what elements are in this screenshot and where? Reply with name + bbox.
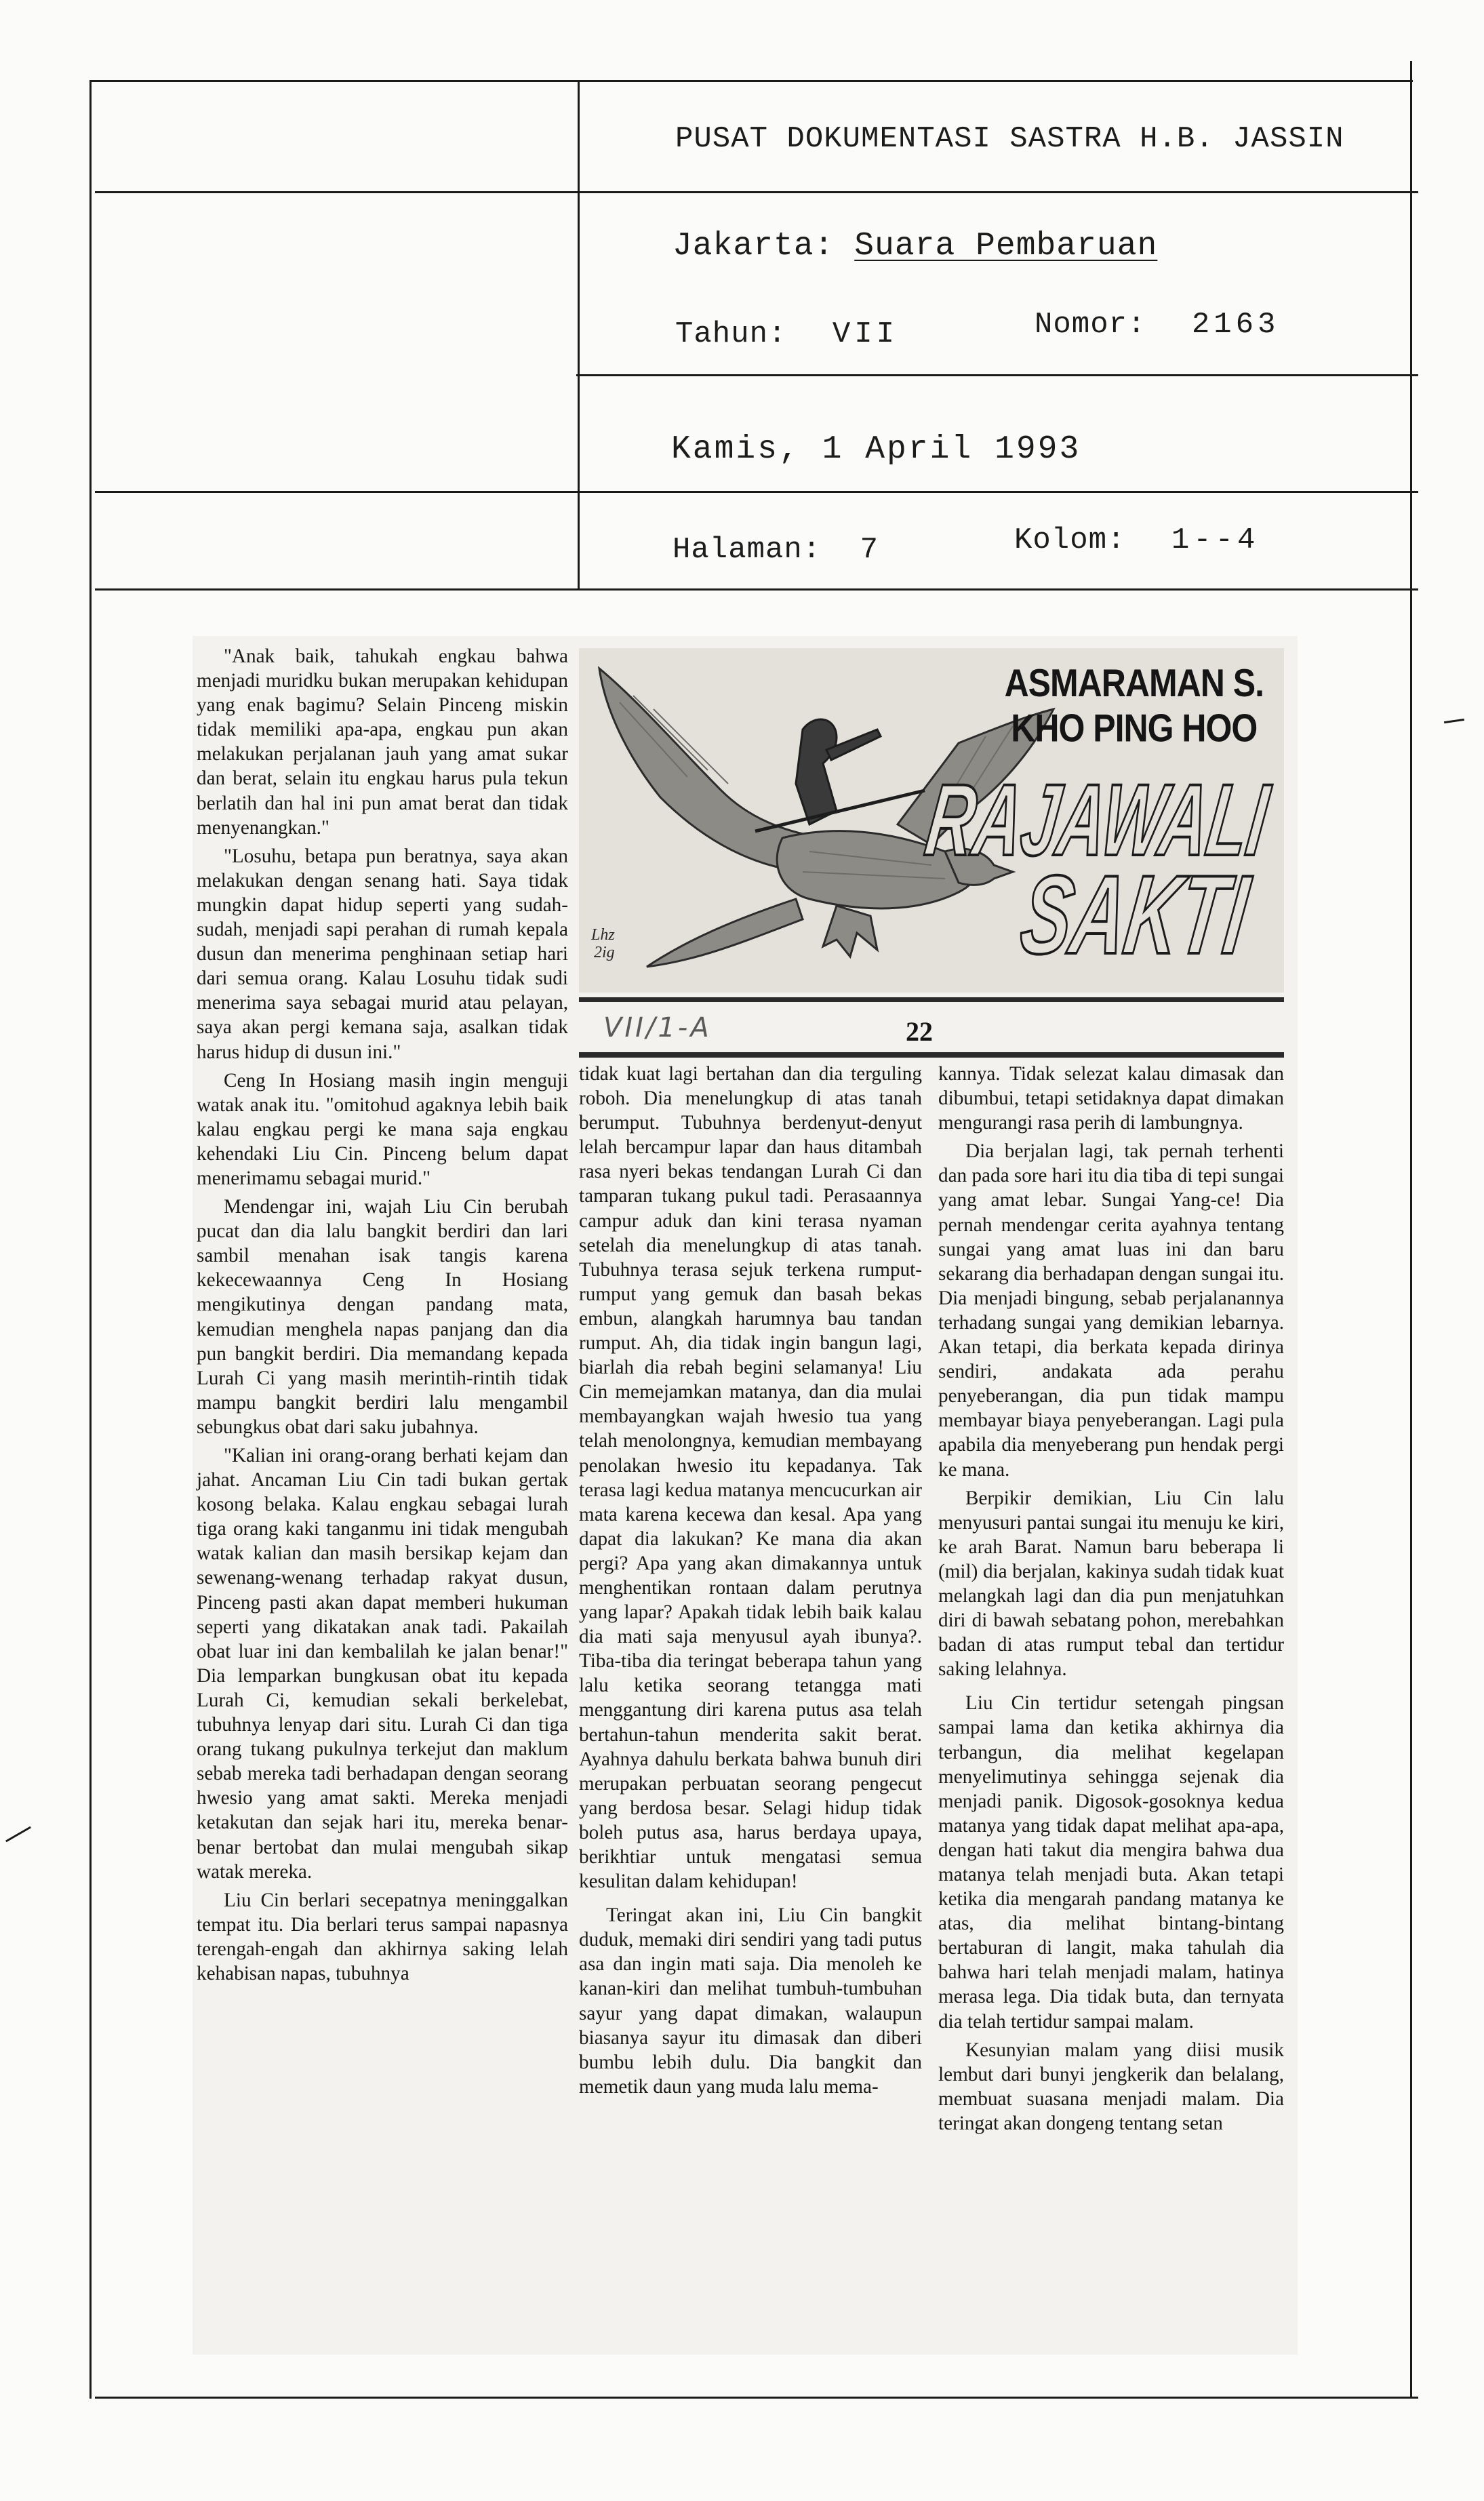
article-paragraph: "Anak baik, tahukah engkau bahwa menjadi muridku bukan merupakan kehidupan yang enak bagimu? Selain Pinceng miskin tidak memiliki apa-apa, engkau pun akan melakukan perjalanan jauh yang amat sukar dan berat, selain itu engkau harus pula tekun berlatih dan hal ini pun amat berat dan tidak menyenangkan." xyxy=(197,645,568,839)
article-paragraph: Teringat akan ini, Liu Cin bangkit duduk, memaki diri sendiri yang tadi putus asa dan ingin mati saja. Dia menoleh ke kanan-kiri dan melihat tumbuh-tumbuhan sayur yang dapat dimakan, walaupun biasanya sayur itu dimasak dan diberi bumbu lebih dulu. Dia bangkit dan memetik daun yang muda lalu mema- xyxy=(579,1904,922,2098)
newspaper-clipping xyxy=(193,636,1462,2355)
article-paragraph: Mendengar ini, wajah Liu Cin berubah pucat dan dia lalu bangkit berdiri dan lari sambil menahan isak tangis karena kekecewaannya Ceng In Hosiang mengikutinya dengan pandang mata, kemudian menghela napas panjang dan dia pun bangkit berdiri. Dia memandang kepada Lurah Ci yang masih merintih-rintih tidak mampu bangkit berdiri lalu mengambil sebungkus obat dari saku jubahnya. xyxy=(197,1196,568,1438)
tahun-field xyxy=(675,317,898,351)
halaman-field xyxy=(673,533,882,567)
publication-name: Suara Pembaruan xyxy=(854,228,1158,264)
issue-date: Kamis, 1 April 1993 xyxy=(671,431,1081,468)
form-line-row3 xyxy=(95,491,1418,493)
article-paragraph: Ceng In Hosiang masih ingin menguji watak anak itu. "omitohud agaknya lebih baik kalau engkau pergi ke mana saja engkau kehendaki Liu Cin. Pinceng belum dapat menerimamu sebagai murid." xyxy=(197,1069,568,1189)
episode-rule-top xyxy=(579,997,1284,1002)
nomor-value: 2163 xyxy=(1191,308,1280,342)
article-paragraph: Berpikir demikian, Liu Cin lalu menyusuri pantai sungai itu menuju ke kiri, ke arah Barat. Namun baru beberapa li (mil) dia berjalan, kakinya sudah tidak kuat melangkah lagi dan dia pun menjatuhkan diri di bawah sebatang pohon, merebahkan badan di atas rumput tebal dan tertidur saking lelahnya. xyxy=(938,1487,1284,1681)
form-line-bottom-clip xyxy=(95,2397,1418,2399)
article-paragraph: Liu Cin tertidur setengah pingsan sampai lama dan ketika akhirnya dia terbangun, dia melihat kegelapan menyelimutinya sehingga sejenak dia menjadi panik. Digosok-gosoknya kedua matanya yang tidak dapat melihat apa-apa, dengan hati takut dia mengira bahwa dua matanya telah menjadi buta. Akan tetapi ketika dia mengarah pandang matanya ke atas, dia melihat bintang-bintang bertaburan di langit, maka tahulah dia bahwa hari telah menjadi malam, hatinya merasa lega. Dia tidak buta, dan ternyata dia telah tertidur sampai malam. xyxy=(938,1692,1284,2033)
kolom-value: 1--4 xyxy=(1171,523,1260,557)
city-label: Jakarta: xyxy=(673,228,835,264)
form-line-right xyxy=(1410,61,1412,2399)
article-paragraph: "Losuhu, betapa pun beratnya, saya akan melakukan dengan senang hati. Saya tidak mungkin dapat hidup seperti yang sudah-sudah, menjadi sapi perahan di rumah kepala dusun dan menerima penghinaan setiap hari dari semua orang. Kalau Losuhu tidak sudi menerima saya sebagai murid atau pelayan, saya akan pergi kemana saja, asalkan tidak harus hidup di dusun ini." xyxy=(197,845,568,1063)
margin-mark-left xyxy=(5,1826,31,1843)
author-line-1: ASMARAMAN S. xyxy=(1004,661,1264,705)
article-paragraph: Kesunyian malam yang diisi musik lembut dari bunyi jengkerik dan belalang, membuat suasana menjadi malam. Dia teringat akan dongeng tentang setan xyxy=(938,2039,1284,2134)
tahun-value: VII xyxy=(832,317,899,351)
article-paragraph: "Kalian ini orang-orang berhati kejam dan jahat. Ancaman Liu Cin tadi bukan gertak kosong belaka. Kalau engkau sebagai lurah tiga orang kaki tanganmu ini tidak mengubah watak kalian dan masih bersikap kejam dan sewenang-wenang terhadap rakyat dusun, Pinceng pasti akan dapat memberi hukuman seperti yang dikatakan anak tadi. Pakailah obat luar ini dan kembalilah ke jalan benar!" Dia lemparkan bungkusan obat itu kepada Lurah Ci, kemudian sekali berkelebat, tubuhnya lenyap dari situ. Lurah Ci dan tiga orang tukang pukulnya terkejut dan maklum sebab mereka tadi berhadapan dengan seorang hwesio yang amat sakti. Mereka menjadi ketakutan dan sejak hari itu, mereka benar-benar bertobat dan mulai mengubah sikap watak mereka. xyxy=(197,1445,568,1883)
handwritten-note: VII/1-A xyxy=(603,1012,712,1043)
article-paragraph: kannya. Tidak selezat kalau dimasak dan dibumbui, tetapi setidaknya dapat dimakan mengurangi rasa perih di lambungnya. xyxy=(938,1063,1284,1134)
episode-rule-bottom xyxy=(579,1052,1284,1058)
form-line-left xyxy=(89,80,92,2399)
nomor-label: Nomor: xyxy=(1035,308,1146,342)
story-title-line-1: RAJAWALI xyxy=(919,763,1462,877)
nomor-field xyxy=(1035,308,1279,342)
article-column-2 xyxy=(579,1062,922,2347)
publication-line xyxy=(673,228,1157,264)
illustrator-signature: 2ig xyxy=(594,944,615,961)
article-paragraph: tidak kuat lagi bertahan dan dia terguling roboh. Dia menelungkup di atas tanah berumput. Tubuhnya berdenyut-denyut lelah bercampur lapar dan haus ditambah rasa nyeri bekas tendangan Lurah Ci dan tamparan tukang pukul tadi. Perasaannya campur aduk dan kini terasa nyaman setelah dia menelungkup di atas tanah. Tubuhnya terasa sejuk terkena rumput-rumput yang gemuk dan basah bekas embun, alangkah harumnya bau tandan rumput. Ah, dia tidak ingin bangun lagi, biarlah dia rebah begini selamanya! Liu Cin memejamkan matanya, dan dia mulai membayangkan wajah hwesio tua yang telah menolongnya, kemudian membayang penolakan hwesio itu kepadanya. Tak terasa lagi kedua matanya mencucurkan air mata karena kecewa dan kesal. Apa yang dapat dia lakukan? Ke mana dia akan pergi? Apa yang akan dimakannya untuk menghentikan rontaan dalam perutnya yang lapar? Apakah tidak lebih baik kalau dia mati saja menyusul ayah ibunya?. Tiba-tiba dia teringat beberapa tahun yang lalu ketika seorang tetangga mati menggantung diri karena putus asa telah bertahun-tahun menderita sakit berat. Ayahnya dahulu berkata bahwa bunuh diri merupakan perbuatan seorang pengecut yang berdosa besar. Selagi hidup tidak boleh putus asa, harus berdaya upaya, berikhtiar untuk mengatasi semua kesulitan dalam kehidupan! xyxy=(579,1063,922,1893)
article-column-1 xyxy=(197,644,568,2347)
kolom-field xyxy=(1014,523,1259,557)
margin-mark-right xyxy=(1444,719,1464,723)
article-paragraph: Liu Cin berlari secepatnya meninggalkan tempat itu. Dia berlari terus sampai napasnya terengah-engah dan akhirnya saking lelah kehabisan napas, tubuhnya xyxy=(197,1889,568,1984)
kolom-label: Kolom: xyxy=(1014,523,1126,557)
article-paragraph: Dia berjalan lagi, tak pernah terhenti dan pada sore hari itu dia tiba di tepi sungai yang amat lebar. Sungai Yang-ce! Dia pernah mendengar cerita ayahnya tentang sungai yang amat luas ini dan baru sekarang dia berhadapan dengan sungai itu. Dia menjadi bingung, sebab perjalanannya terhadang sungai yang demikian lebarnya. Akan tetapi, dia berkata kepada dirinya sendiri, andakata ada perahu penyeberangan, dia pun tidak mampu membayar biaya penyeberangan. Lagi pula apabila dia menyeberang pun hendak pergi ke mana. xyxy=(938,1140,1284,1481)
form-line-row4 xyxy=(95,588,1418,591)
story-title xyxy=(579,648,1462,993)
form-line-middle xyxy=(578,80,580,590)
form-line-row2 xyxy=(576,374,1418,376)
halaman-value: 7 xyxy=(860,533,883,567)
episode-number: 22 xyxy=(906,1016,933,1047)
story-banner xyxy=(579,648,1462,993)
article-column-3 xyxy=(938,1062,1284,2347)
institution-title: PUSAT DOKUMENTASI SASTRA H.B. JASSIN xyxy=(675,122,1344,156)
author-line-2: KHO PING HOO xyxy=(1011,706,1258,751)
halaman-label: Halaman: xyxy=(673,533,822,567)
illustrator-signature: Lhz xyxy=(591,926,615,944)
form-line-row1 xyxy=(95,191,1418,193)
story-title-line-2: SAKTI xyxy=(1014,852,1367,978)
form-line-top xyxy=(89,80,1413,82)
tahun-label: Tahun: xyxy=(675,317,787,351)
